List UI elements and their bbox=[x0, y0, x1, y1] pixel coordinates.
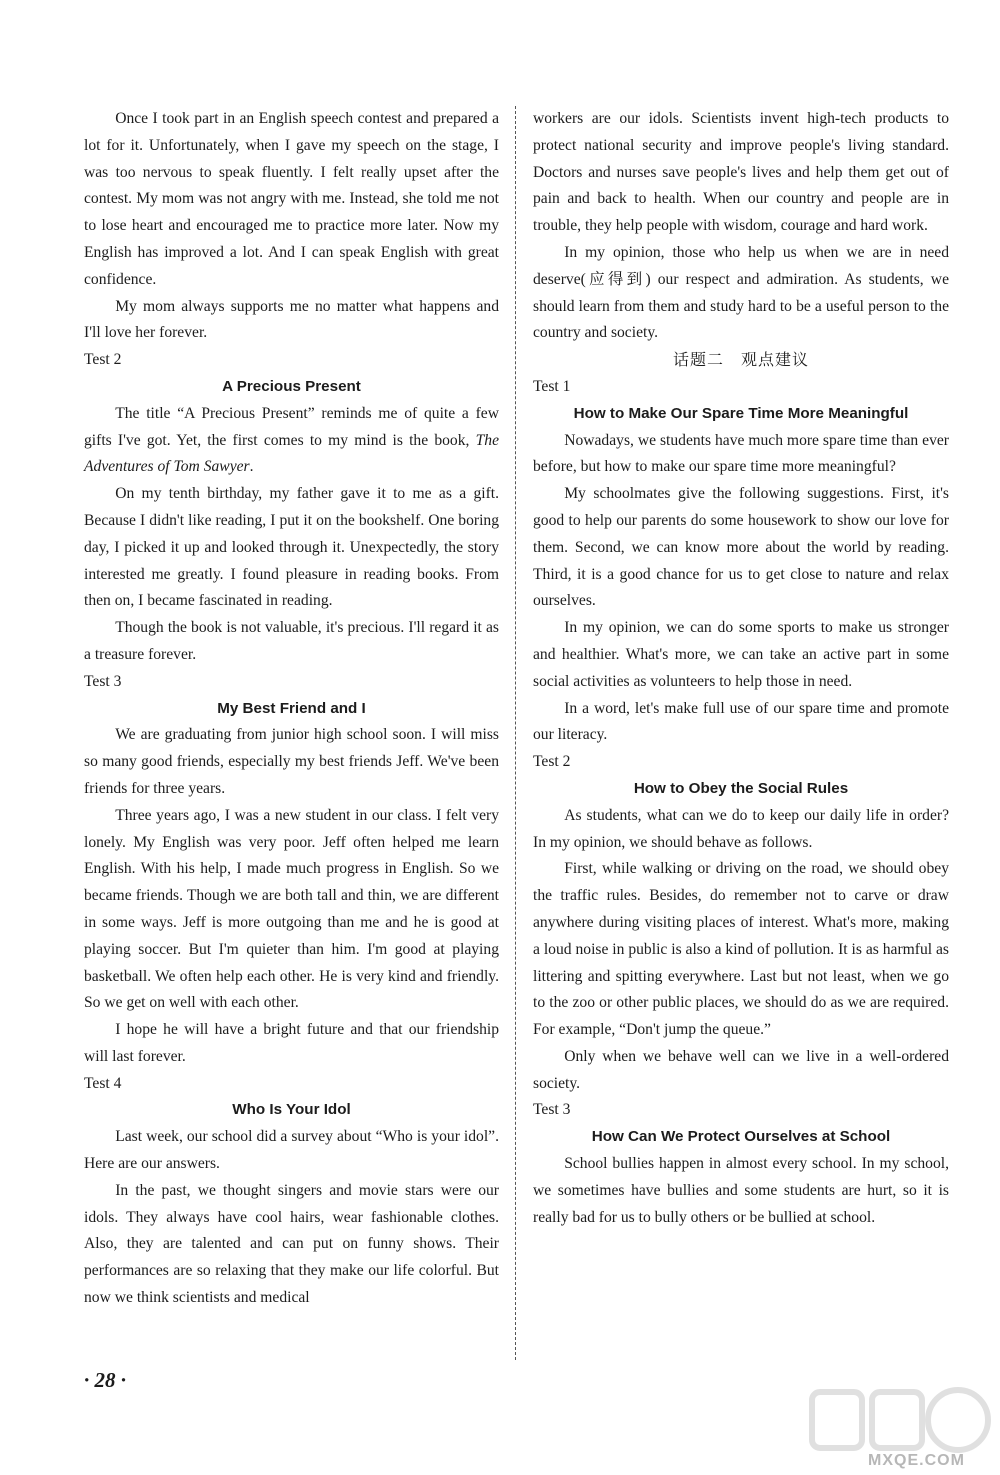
test-label: Test 2 bbox=[84, 351, 122, 369]
test-label: Test 3 bbox=[533, 1101, 571, 1119]
test-label: Test 4 bbox=[84, 1074, 122, 1092]
paragraph: As students, what can we do to keep our daily life in order? In my opinion, we should behave as follows. bbox=[533, 806, 949, 851]
book-title: The Adventures of Tom Sawyer bbox=[84, 431, 499, 476]
test-label: Test 3 bbox=[84, 672, 122, 690]
text-run: The title “A Precious Present” reminds me of quite a few gifts I've got. Yet, the first comes to my mind is the book, bbox=[84, 404, 499, 449]
paragraph: We are graduating from junior high school soon. I will miss so many good friends, especially my best friends Jeff. We've been friends for three years. bbox=[84, 726, 499, 797]
paragraph: Last week, our school did a survey about “Who is your idol”. Here are our answers. bbox=[84, 1128, 499, 1173]
paragraph: Once I took part in an English speech contest and prepared a lot for it. Unfortunately, when I gave my speech on the stage, I was too nervous to speak fluently. I felt really upset after the contest. My mom was not angry with me. Instead, she told me not to lose heart and encouraged me to practice more later. Now my English has improved a lot. And I can speak English with great confidence. bbox=[84, 110, 499, 288]
paragraph: On my tenth birthday, my father gave it to me as a gift. Because I didn't like reading, I put it on the bookshelf. One boring day, I picked it up and looked through it. Unexpectedly, the story interested me greatly. I found pleasure in reading books. From then on, I became fascinated in reading. bbox=[84, 485, 499, 610]
left-column bbox=[84, 106, 499, 1312]
essay-title: How to Make Our Spare Time More Meaningful bbox=[573, 404, 909, 422]
watermark-url: MXQE.COM bbox=[868, 1452, 965, 1469]
paragraph: In a word, let's make full use of our spare time and promote our literacy. bbox=[533, 699, 949, 744]
text-run: . bbox=[249, 458, 254, 476]
paragraph: My schoolmates give the following suggestions. First, it's good to help our parents do some housework to show our love for them. Second, we can know more about the world by reading. Third, it is a good chance for us to get close to nature and relax ourselves. bbox=[533, 485, 949, 610]
topic-heading: 话题二 观点建议 bbox=[672, 350, 809, 370]
paragraph: In my opinion, those who help us when we are in need deserve(应得到) our respect and admiration. As students, we should learn from them and study hard to be a useful person to the country and society. bbox=[533, 243, 949, 342]
paragraph: Three years ago, I was a new student in our class. I felt very lonely. My English was very poor. Jeff often helped me learn English. With his help, I made much progress in English. So we became friends. Though we are both tall and thin, we are different in some ways. Jeff is more outgoing than me and he is good at playing soccer. But I'm quieter than him. I'm good at playing basketball. We often help each other. He is very kind and friendly. So we get on well with each other. bbox=[84, 806, 499, 1012]
right-column bbox=[533, 106, 949, 1231]
watermark-logo-glyphs bbox=[812, 1390, 988, 1450]
paragraph: First, while walking or driving on the road, we should obey the traffic rules. Besides, do remember not to carve or draw anywhere during visiting places of interest. What's more, making a loud noise in public is also a kind of pollution. It is as harmful as littering and spitting everywhere. Last but not least, when we go to the zoo or other public places, we should do as we are required. For example, “Don't jump the queue.” bbox=[533, 860, 949, 1039]
paragraph: School bullies happen in almost every school. In my school, we sometimes have bullies and some students are hurt, so it is really bad for us to bully others or be bullied at school. bbox=[533, 1155, 949, 1226]
essay-title: How Can We Protect Ourselves at School bbox=[591, 1128, 891, 1146]
essay-title: Who Is Your Idol bbox=[232, 1101, 351, 1119]
paragraph: My mom always supports me no matter what happens and I'll love her forever. bbox=[84, 297, 499, 342]
test-label: Test 2 bbox=[533, 753, 571, 771]
essay-title: A Precious Present bbox=[222, 377, 361, 395]
paragraph: In the past, we thought singers and movie stars were our idols. They always have cool hairs, wear fashionable clothes. Also, they are talented and can put on funny shows. Their performances are so relaxing that they make our life colorful. But now we think scientists and medical bbox=[84, 1181, 499, 1307]
page-number: · 28 · bbox=[84, 1368, 126, 1392]
paragraph: In my opinion, we can do some sports to make us stronger and healthier. What's more, we can take an active part in some social activities as volunteers to help those in need. bbox=[533, 619, 949, 690]
column-divider bbox=[515, 106, 516, 1360]
paragraph: workers are our idols. Scientists invent high-tech products to protect national security and improve people's living standard. Doctors and nurses save people's lives and help them get out of pain and back to health. When our country and people are in trouble, they help people with wisdom, courage and hard work. bbox=[533, 110, 949, 235]
paragraph bbox=[84, 401, 499, 481]
paragraph: Nowadays, we students have much more spare time than ever before, but how to make our spare time more meaningful? bbox=[533, 431, 949, 476]
paragraph: Though the book is not valuable, it's precious. I'll regard it as a treasure forever. bbox=[84, 619, 499, 663]
essay-title: How to Obey the Social Rules bbox=[633, 779, 849, 797]
paragraph: I hope he will have a bright future and that our friendship will last forever. bbox=[84, 1021, 499, 1065]
test-label: Test 1 bbox=[533, 377, 571, 395]
essay-title: My Best Friend and I bbox=[217, 699, 366, 717]
paragraph: Only when we behave well can we live in a well-ordered society. bbox=[533, 1047, 949, 1092]
